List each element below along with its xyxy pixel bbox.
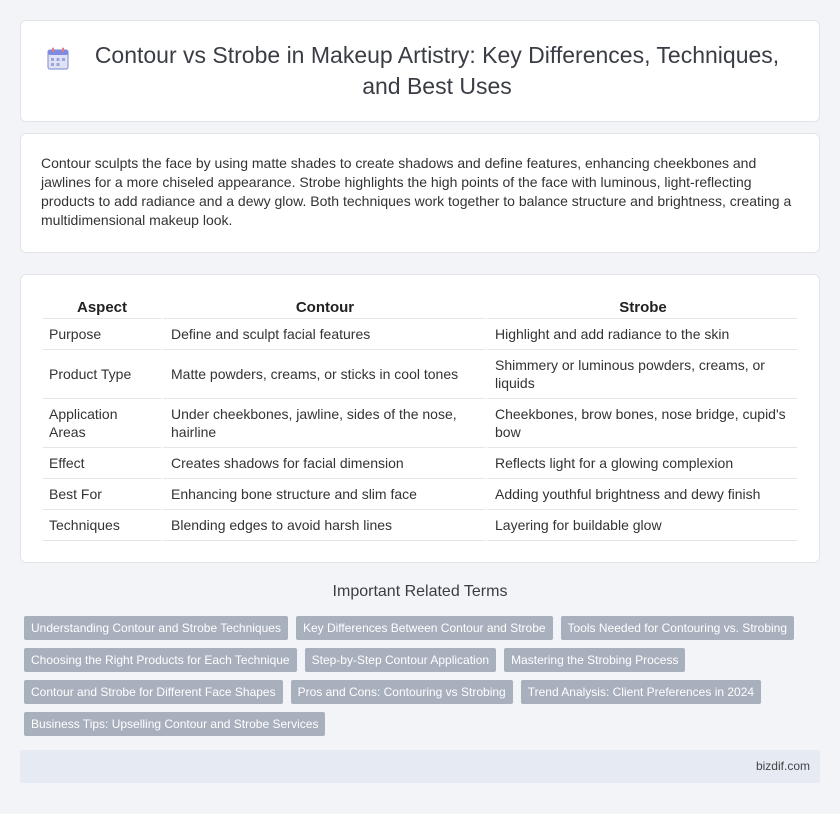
row-contour: Enhancing bone structure and slim face: [161, 479, 485, 510]
header-contour: Contour: [161, 297, 485, 319]
table-header-row: [43, 297, 797, 319]
row-strobe: Shimmery or luminous powders, creams, or liquids: [485, 350, 797, 399]
row-aspect: Purpose: [43, 319, 161, 350]
related-term-link[interactable]: Contour and Strobe for Different Face Shapes: [24, 680, 283, 704]
related-term-link[interactable]: Step-by-Step Contour Application: [305, 648, 496, 672]
table-row: [43, 510, 797, 541]
intro-card: [20, 133, 820, 253]
row-contour: Creates shadows for facial dimension: [161, 448, 485, 479]
footer: [20, 750, 820, 783]
row-strobe: Adding youthful brightness and dewy finish: [485, 479, 797, 510]
intro-paragraph: Contour sculpts the face by using matte shades to create shadows and define features, enhancing cheekbones and jawlines for a more chiseled appearance. Strobe highlights the high points of the face with luminous, light-reflecting products to add radiance and a dewy glow. Both techniques work together to balance structure and brightness, creating a multidimensional makeup look.: [41, 155, 792, 228]
header-strobe: Strobe: [485, 297, 797, 319]
site-link[interactable]: bizdif.com: [755, 759, 810, 773]
row-strobe: Layering for buildable glow: [485, 510, 797, 541]
row-contour: Matte powders, creams, or sticks in cool tones: [161, 350, 485, 399]
related-term-link[interactable]: Key Differences Between Contour and Strobe: [296, 616, 553, 640]
row-contour: Under cheekbones, jawline, sides of the nose, hairline: [161, 399, 485, 448]
related-term-link[interactable]: Choosing the Right Products for Each Technique: [24, 648, 297, 672]
table-row: [43, 350, 797, 399]
row-strobe: Highlight and add radiance to the skin: [485, 319, 797, 350]
table-row: [43, 448, 797, 479]
row-aspect: Techniques: [43, 510, 161, 541]
table-row: [43, 319, 797, 350]
related-term-link[interactable]: Tools Needed for Contouring vs. Strobing: [561, 616, 794, 640]
row-strobe: Cheekbones, brow bones, nose bridge, cupid's bow: [485, 399, 797, 448]
row-aspect: Best For: [43, 479, 161, 510]
comparison-table: [43, 297, 797, 541]
row-aspect: Product Type: [43, 350, 161, 399]
row-contour: Blending edges to avoid harsh lines: [161, 510, 485, 541]
row-contour: Define and sculpt facial features: [161, 319, 485, 350]
related-term-link[interactable]: Mastering the Strobing Process: [504, 648, 685, 672]
related-term-link[interactable]: Business Tips: Upselling Contour and Strobe Services: [24, 712, 325, 736]
header-card: [20, 20, 820, 122]
page-title: Contour vs Strobe in Makeup Artistry: Key Differences, Techniques, and Best Uses: [94, 42, 780, 99]
table-row: [43, 399, 797, 448]
comparison-card: [20, 274, 820, 563]
related-term-link[interactable]: Pros and Cons: Contouring vs Strobing: [291, 680, 513, 704]
related-term-link[interactable]: Trend Analysis: Client Preferences in 2024: [521, 680, 761, 704]
related-terms-title: Important Related Terms: [332, 583, 508, 600]
related-term-link[interactable]: Understanding Contour and Strobe Techniques: [24, 616, 288, 640]
header-aspect: Aspect: [43, 297, 161, 319]
table-row: [43, 479, 797, 510]
row-strobe: Reflects light for a glowing complexion: [485, 448, 797, 479]
related-terms-list: [24, 616, 824, 736]
row-aspect: Application Areas: [43, 399, 161, 448]
row-aspect: Effect: [43, 448, 161, 479]
